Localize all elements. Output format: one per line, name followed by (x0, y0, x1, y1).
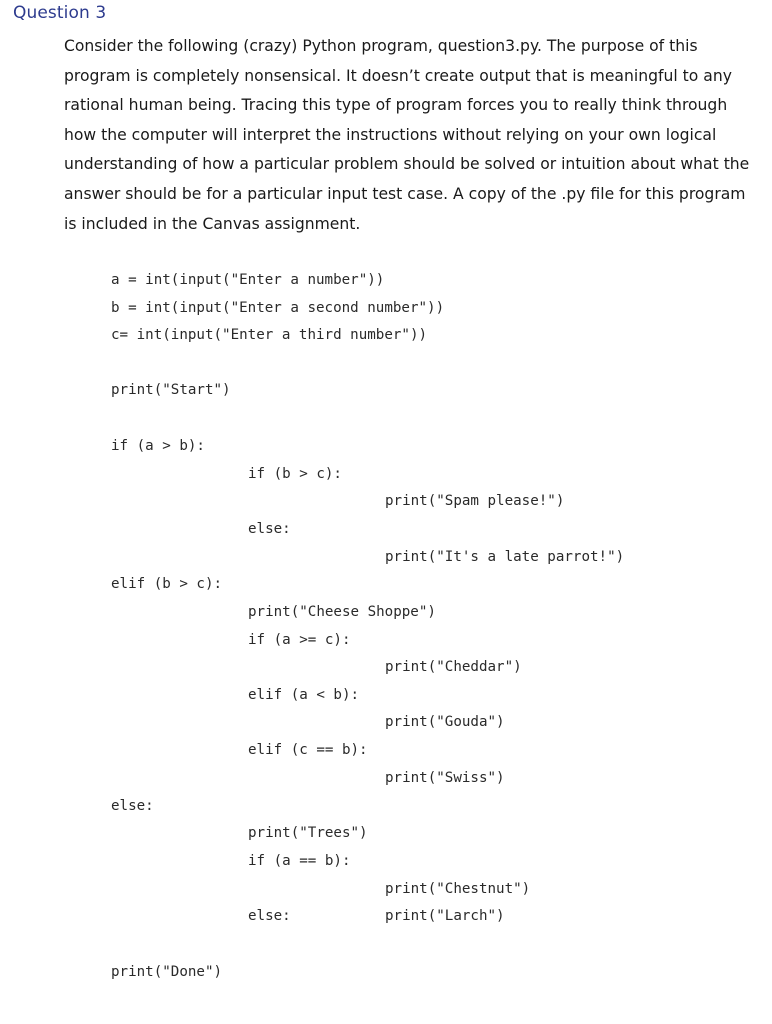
code-line-print-cheese: print("Cheese Shoppe") (248, 604, 436, 620)
code-line-if-b-gt-c: if (b > c): (248, 466, 342, 482)
code-line-print-trees: print("Trees") (248, 825, 368, 841)
code-line-input-a: a = int(input("Enter a number")) (111, 272, 385, 288)
code-line-print-start: print("Start") (111, 382, 231, 398)
code-line-elif-c-eq-b: elif (c == b): (248, 742, 368, 758)
code-line-else-inner: else: (248, 908, 291, 924)
code-line-elif-a-lt-b: elif (a < b): (248, 687, 360, 703)
code-line-print-chestnut: print("Chestnut") (385, 881, 531, 897)
code-line-print-spam: print("Spam please!") (385, 493, 565, 509)
code-line-else-outer: else: (111, 798, 154, 814)
code-line-print-done: print("Done") (111, 964, 223, 980)
code-line-if-a-gt-b: if (a > b): (111, 438, 205, 454)
code-line-print-parrot: print("It's a late parrot!") (385, 549, 625, 565)
code-line-print-larch: print("Larch") (385, 908, 505, 924)
code-line-print-swiss: print("Swiss") (385, 770, 505, 786)
question-intro: Consider the following (crazy) Python program, question3.py. The purpose of this program is completely nonsensical. It doesn’t create output that is meaningful to any rational human being. Tracing this type of program forces you to really think through how the computer will interpret the instructions without relying on your own logical understanding of how a particular problem should be solved or intuition about what the answer should be for a particular input test case. A copy of the .py file for this program is included in the Canvas assignment. (64, 37, 750, 233)
code-line-if-a-eq-b: if (a == b): (248, 853, 351, 869)
code-line-input-c: c= int(input("Enter a third number")) (111, 327, 428, 343)
code-line-else-1: else: (248, 521, 291, 537)
code-line-if-a-ge-c: if (a >= c): (248, 632, 351, 648)
question-title: Question 3 (13, 3, 107, 23)
code-line-print-cheddar: print("Cheddar") (385, 659, 522, 675)
code-line-print-gouda: print("Gouda") (385, 714, 505, 730)
code-line-elif-b-gt-c: elif (b > c): (111, 576, 223, 592)
code-line-input-b: b = int(input("Enter a second number")) (111, 300, 445, 316)
